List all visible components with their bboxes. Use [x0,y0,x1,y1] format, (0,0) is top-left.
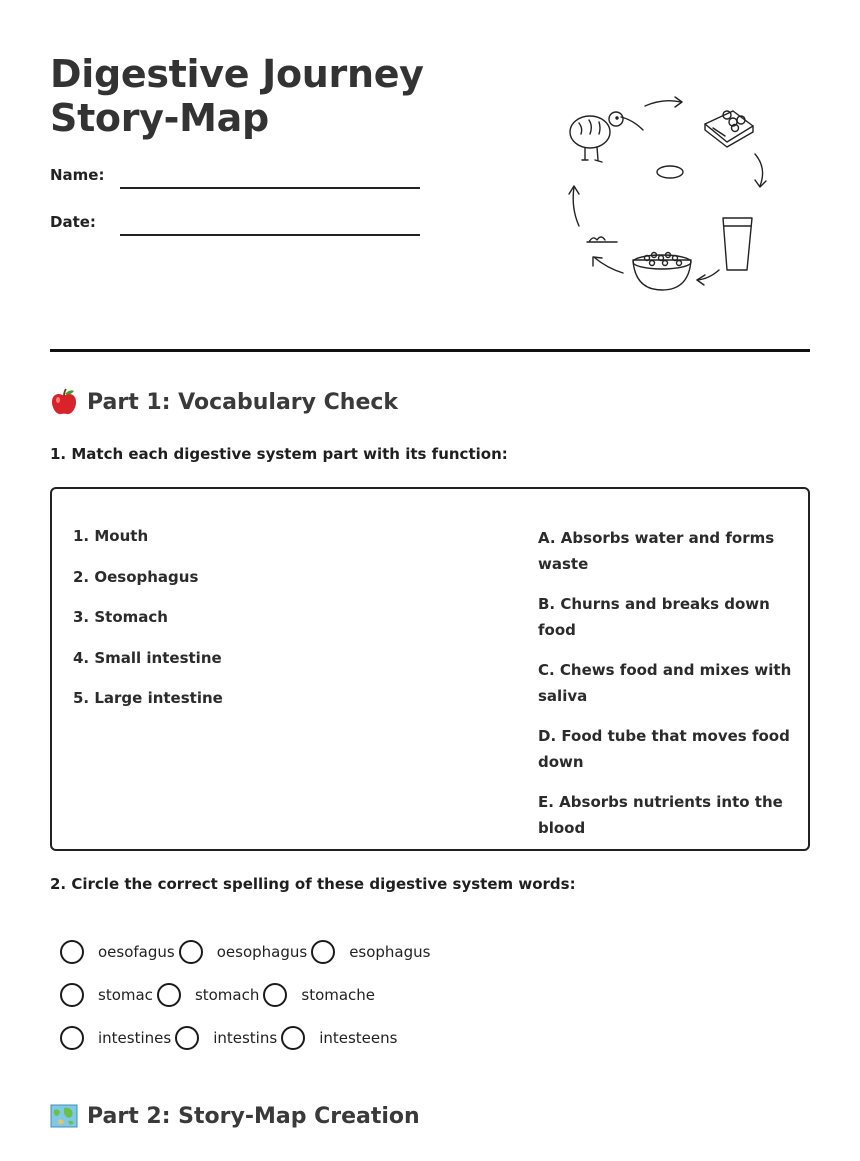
function-item: E. Absorbs nutrients into the blood [538,793,783,837]
arrow-4 [595,258,623,273]
cake-icon [705,111,753,147]
spelling-option[interactable] [60,940,175,964]
bolus-icon [657,166,683,178]
spelling-option[interactable] [157,983,259,1007]
date-field[interactable] [120,234,420,236]
functions-list [538,525,796,855]
digestion-cycle-illustration [555,90,775,300]
answer-circle[interactable] [281,1026,305,1050]
part-item: 1. Mouth [73,527,149,545]
part2-heading-text: Part 2: Story-Map Creation [87,1103,420,1129]
part1-heading [50,388,398,416]
answer-circle[interactable] [60,940,84,964]
spelling-row-1 [60,939,434,965]
question-1: 1. Match each digestive system part with its function: [50,445,508,463]
spelling-option[interactable] [281,1026,397,1050]
spelling-word: oesophagus [216,943,308,961]
spelling-word: stomach [194,986,260,1004]
answer-circle[interactable] [263,983,287,1007]
name-label: Name: [50,166,105,184]
answer-circle[interactable] [179,940,203,964]
title-line-2: Story-Map [50,96,269,140]
spelling-word: intestins [213,1029,278,1047]
answer-circle[interactable] [175,1026,199,1050]
spelling-row-3 [60,1025,401,1051]
glass-icon [723,218,752,270]
answer-circle[interactable] [311,940,335,964]
part2-heading [50,1102,420,1130]
arrow-1 [645,101,681,106]
kiwi-bird-icon [570,112,643,162]
question-2: 2. Circle the correct spelling of these digestive system words: [50,875,576,893]
part1-heading-text: Part 1: Vocabulary Check [87,389,399,415]
spelling-word: intestines [98,1029,172,1047]
part-item: 5. Large intestine [73,689,223,707]
spelling-option[interactable] [179,940,307,964]
answer-circle[interactable] [157,983,181,1007]
cereal-bowl-icon [633,253,691,291]
spelling-word: stomache [301,986,376,1004]
parts-list [73,525,223,728]
cloud-icon [587,237,617,242]
spelling-word: intesteens [319,1029,398,1047]
function-item: A. Absorbs water and forms waste [538,529,775,573]
matching-box [50,487,810,851]
apple-icon [50,388,78,416]
date-label: Date: [50,213,96,231]
title-line-1: Digestive Journey [50,52,424,96]
function-item: B. Churns and breaks down food [538,595,770,639]
part-item: 4. Small intestine [73,648,222,667]
answer-circle[interactable] [60,1026,84,1050]
spelling-option[interactable] [311,940,430,964]
header-divider [50,349,810,352]
spelling-word: esophagus [349,943,431,961]
part-item: 3. Stomach [73,608,168,626]
spelling-option[interactable] [263,983,375,1007]
answer-circle[interactable] [60,983,84,1007]
function-item: D. Food tube that moves food down [538,727,790,771]
spelling-word: stomac [98,986,153,1004]
map-icon [50,1102,78,1130]
spelling-option[interactable] [60,1026,171,1050]
page-title [50,52,424,140]
spelling-option[interactable] [175,1026,277,1050]
name-field[interactable] [120,187,420,189]
function-item: C. Chews food and mixes with saliva [538,661,792,705]
spelling-word: oesofagus [98,943,175,961]
part-item: 2. Oesophagus [73,567,199,586]
spelling-row-2 [60,982,379,1008]
spelling-option[interactable] [60,983,153,1007]
